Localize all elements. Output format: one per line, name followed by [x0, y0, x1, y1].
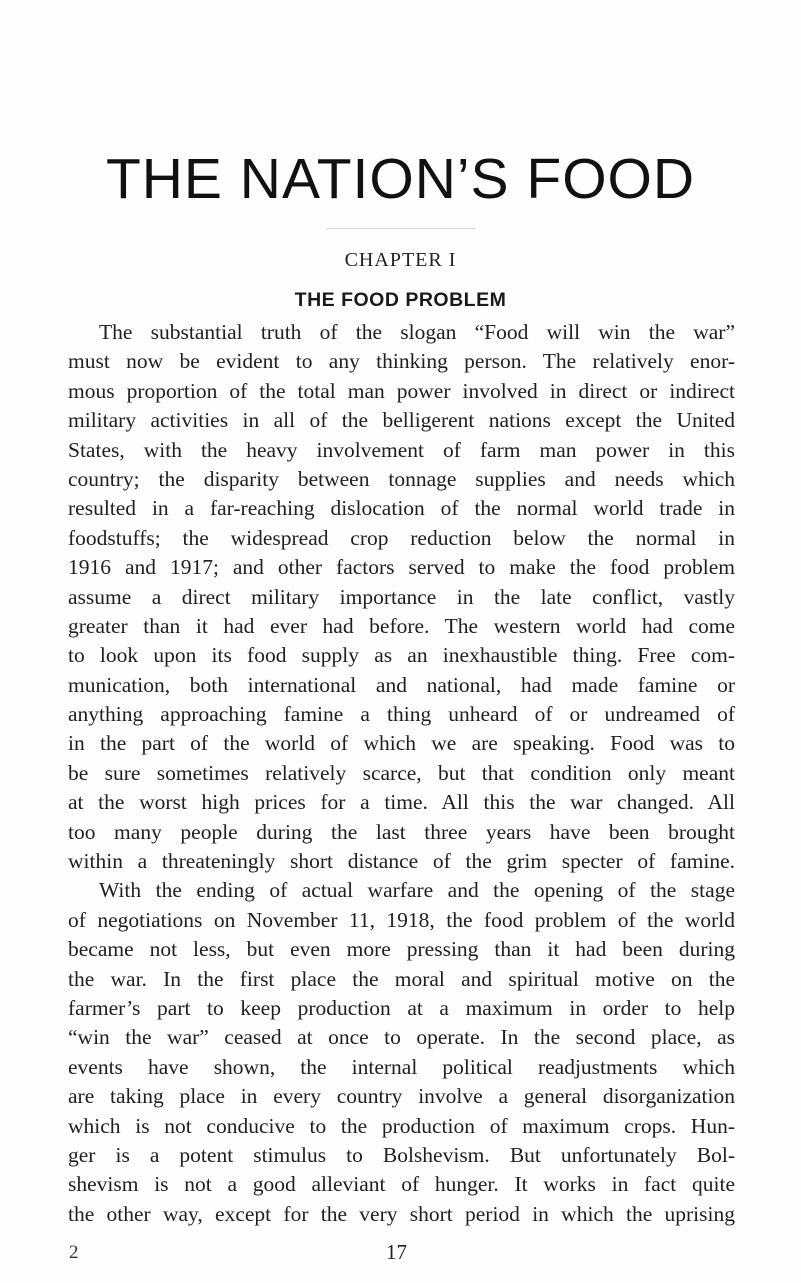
- text-line: the war. In the first place the moral and spiritual motive on the: [68, 966, 735, 991]
- text-line: farmer’s part to keep production at a maximum in order to help: [68, 995, 735, 1020]
- text-line: “win the war” ceased at once to operate. In the second place, as: [68, 1025, 735, 1050]
- text-line: greater than it had ever had before. The western world had come: [68, 613, 735, 638]
- page-number: 17: [386, 1240, 407, 1264]
- text-line: resulted in a far-reaching dislocation of the normal world trade in: [68, 496, 735, 521]
- text-line: became not less, but even more pressing than it had been during: [68, 937, 735, 962]
- text-line: States, with the heavy involvement of farm man power in this: [68, 437, 735, 462]
- text-line: are taking place in every country involve a general disorganization: [68, 1084, 735, 1109]
- text-line: too many people during the last three years have been brought: [68, 819, 735, 844]
- text-line: military activities in all of the belligerent nations except the United: [68, 408, 735, 433]
- text-line: which is not conducive to the production of maximum crops. Hun-: [68, 1113, 735, 1138]
- text-line: of negotiations on November 11, 1918, the food problem of the world: [68, 907, 735, 932]
- text-line: country; the disparity between tonnage supplies and needs which: [68, 466, 735, 491]
- text-line: within a threateningly short distance of the grim specter of famine.: [68, 849, 735, 874]
- text-line: anything approaching famine a thing unheard of or undreamed of: [68, 702, 735, 727]
- text-line: the other way, except for the very short period in which the uprising: [68, 1201, 735, 1226]
- text-line: The substantial truth of the slogan “Food will win the war”: [99, 320, 735, 344]
- text-line: 1916 and 1917; and other factors served to make the food problem: [68, 555, 735, 580]
- text-line: to look upon its food supply as an inexhaustible thing. Free com-: [68, 643, 735, 668]
- text-line: mous proportion of the total man power involved in direct or indirect: [68, 378, 735, 403]
- text-line: in the part of the world of which we are speaking. Food was to: [68, 731, 735, 756]
- text-line: must now be evident to any thinking person. The relatively enor-: [68, 349, 735, 374]
- title-divider: [326, 228, 476, 229]
- text-line: With the ending of actual warfare and the opening of the stage: [99, 878, 735, 903]
- chapter-title: THE FOOD PROBLEM: [294, 289, 507, 311]
- text-line: munication, both international and national, had made famine or: [68, 672, 735, 697]
- body-text: [68, 318, 735, 1229]
- chapter-number: CHAPTER I: [344, 249, 457, 271]
- text-line: assume a direct military importance in the late conflict, vastly: [68, 584, 735, 609]
- text-line: ger is a potent stimulus to Bolshevism. But unfortunately Bol-: [68, 1142, 735, 1167]
- text-line: events have shown, the internal political readjustments which: [68, 1054, 735, 1079]
- book-title: THE NATION’S FOOD: [105, 147, 696, 211]
- text-line: shevism is not a good alleviant of hunger. It works in fact quite: [68, 1172, 735, 1197]
- signature-mark: 2: [69, 1242, 79, 1263]
- text-line: be sure sometimes relatively scarce, but that condition only meant: [68, 760, 735, 785]
- text-line: foodstuffs; the widespread crop reduction below the normal in: [68, 525, 735, 550]
- text-line: at the worst high prices for a time. All this the war changed. All: [68, 790, 735, 815]
